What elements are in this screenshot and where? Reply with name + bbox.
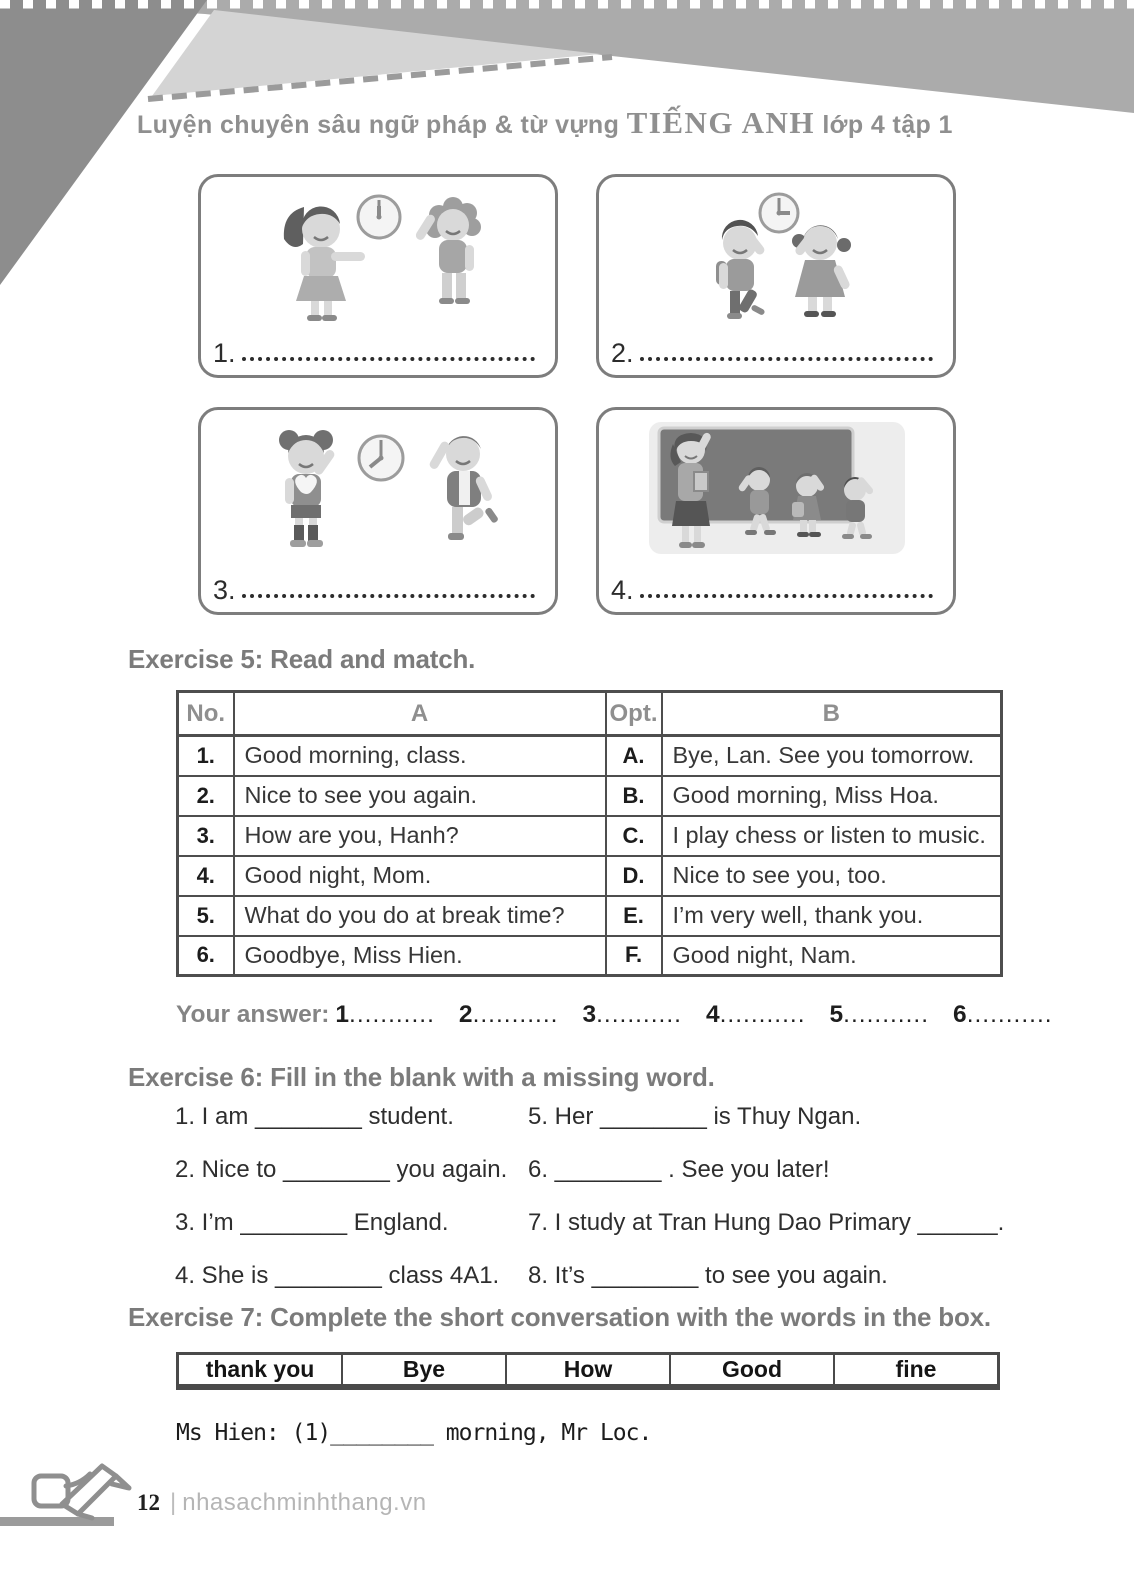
fill-blank-item-6: 6. ________ . See you later! <box>528 1156 830 1183</box>
footer-separator: | <box>170 1489 177 1516</box>
answer-line-4 <box>640 594 933 598</box>
picture-number-3: 3. <box>213 575 236 605</box>
illustration-kids-waving-clock-8-icon <box>201 418 555 562</box>
exercise6-items <box>175 1103 1025 1290</box>
row-a: What do you do at break time? <box>234 896 606 936</box>
picture-caption-1 <box>213 340 537 367</box>
answer-slot-1: 1........... <box>335 1001 435 1028</box>
row-no: 5. <box>178 896 234 936</box>
fill-blank-item-5: 5. Her ________ is Thuy Ngan. <box>528 1103 862 1130</box>
picture-caption-4 <box>611 577 935 604</box>
match-table <box>176 690 1003 977</box>
exercise7-heading: Exercise 7: Complete the short conversation with the words in the box. <box>128 1302 991 1332</box>
title-emphasis: TIẾNG ANH <box>626 105 815 140</box>
row-b: I’m very well, thank you. <box>662 896 1002 936</box>
word-box-word-1: thank you <box>205 1356 315 1382</box>
answer-slot-4: 4........... <box>705 1001 806 1028</box>
table-row <box>178 816 1002 856</box>
table-header-row <box>178 692 1002 736</box>
fill-blank-item-2: 2. Nice to ________ you again. <box>175 1156 508 1183</box>
fill-blank-item-4: 4. She is ________ class 4A1. <box>175 1262 500 1289</box>
exercise6-heading: Exercise 6: Fill in the blank with a missing word. <box>128 1062 715 1092</box>
row-a: Good morning, class. <box>234 736 606 776</box>
answer-line-2 <box>640 357 933 361</box>
picture-box-2 <box>596 174 956 378</box>
row-no: 3. <box>178 816 234 856</box>
row-opt: A. <box>606 736 662 776</box>
table-row <box>178 776 1002 816</box>
row-a: Good night, Mom. <box>234 856 606 896</box>
picture-caption-2 <box>611 340 935 367</box>
word-box-word-2: Bye <box>341 1355 505 1384</box>
footer-text <box>137 1489 427 1517</box>
answer-line-1 <box>242 357 535 361</box>
table-row <box>178 736 1002 776</box>
word-box-word-3: How <box>505 1355 669 1384</box>
row-no: 6. <box>178 936 234 976</box>
picture-number-2: 2. <box>611 338 634 368</box>
fill-blank-item-7: 7. I study at Tran Hung Dao Primary ______. <box>528 1209 1005 1236</box>
picture-caption-3 <box>213 577 537 604</box>
picture-box-1 <box>198 174 558 378</box>
fill-blank-item-1: 1. I am ________ student. <box>175 1103 454 1130</box>
dialogue-line-ms-hien: Ms Hien: (1)________ morning, Mr Loc. <box>176 1420 652 1446</box>
table-row <box>178 936 1002 976</box>
page-number: 12 <box>137 1490 160 1515</box>
answer-slot-2: 2........... <box>458 1001 559 1028</box>
row-opt: B. <box>606 776 662 816</box>
table-row <box>178 896 1002 936</box>
row-opt: F. <box>606 936 662 976</box>
row-opt: E. <box>606 896 662 936</box>
your-answer-label: Your answer: <box>176 1001 330 1028</box>
col-header-opt: Opt. <box>606 692 662 736</box>
answer-line-3 <box>242 594 535 598</box>
header-decoration <box>0 0 1134 320</box>
row-a: Goodbye, Miss Hien. <box>234 936 606 976</box>
page-title <box>137 105 997 141</box>
row-opt: D. <box>606 856 662 896</box>
row-b: I play chess or listen to music. <box>662 816 1002 856</box>
answer-slot-3: 3........... <box>582 1001 682 1028</box>
row-b: Good night, Nam. <box>662 936 1002 976</box>
picture-number-4: 4. <box>611 575 634 605</box>
footer-site-url: nhasachminhthang.vn <box>182 1489 427 1516</box>
your-answer-line <box>176 1001 1077 1029</box>
answer-slot-5: 5........... <box>829 1001 930 1028</box>
word-box-word-4: Good <box>669 1355 833 1384</box>
word-box-word-5: fine <box>833 1355 997 1384</box>
row-a: How are you, Hanh? <box>234 816 606 856</box>
picture-box-4 <box>596 407 956 615</box>
row-no: 4. <box>178 856 234 896</box>
row-b: Bye, Lan. See you tomorrow. <box>662 736 1002 776</box>
col-header-a: A <box>234 692 606 736</box>
writing-hand-pencil-icon <box>28 1452 138 1524</box>
answer-slot-6: 6........... <box>953 1001 1053 1028</box>
row-b: Nice to see you, too. <box>662 856 1002 896</box>
row-b: Good morning, Miss Hoa. <box>662 776 1002 816</box>
row-no: 2. <box>178 776 234 816</box>
illustration-high-five-clock-3-icon <box>599 185 953 325</box>
title-suffix: lớp 4 tập 1 <box>822 111 953 139</box>
col-header-no: No. <box>178 692 234 736</box>
illustration-teacher-classroom-goodbye-icon <box>599 418 953 562</box>
word-box <box>176 1352 1000 1390</box>
row-opt: C. <box>606 816 662 856</box>
row-no: 1. <box>178 736 234 776</box>
exercise5-heading: Exercise 5: Read and match. <box>128 644 476 674</box>
fill-blank-item-8: 8. It’s ________ to see you again. <box>528 1262 888 1289</box>
row-a: Nice to see you again. <box>234 776 606 816</box>
fill-blank-item-3: 3. I’m ________ England. <box>175 1209 449 1236</box>
table-row <box>178 856 1002 896</box>
col-header-b: B <box>662 692 1002 736</box>
picture-box-3 <box>198 407 558 615</box>
picture-number-1: 1. <box>213 338 236 368</box>
title-prefix: Luyện chuyên sâu ngữ pháp & từ vựng <box>137 111 620 139</box>
illustration-kids-greeting-clock-12-icon <box>201 185 555 325</box>
